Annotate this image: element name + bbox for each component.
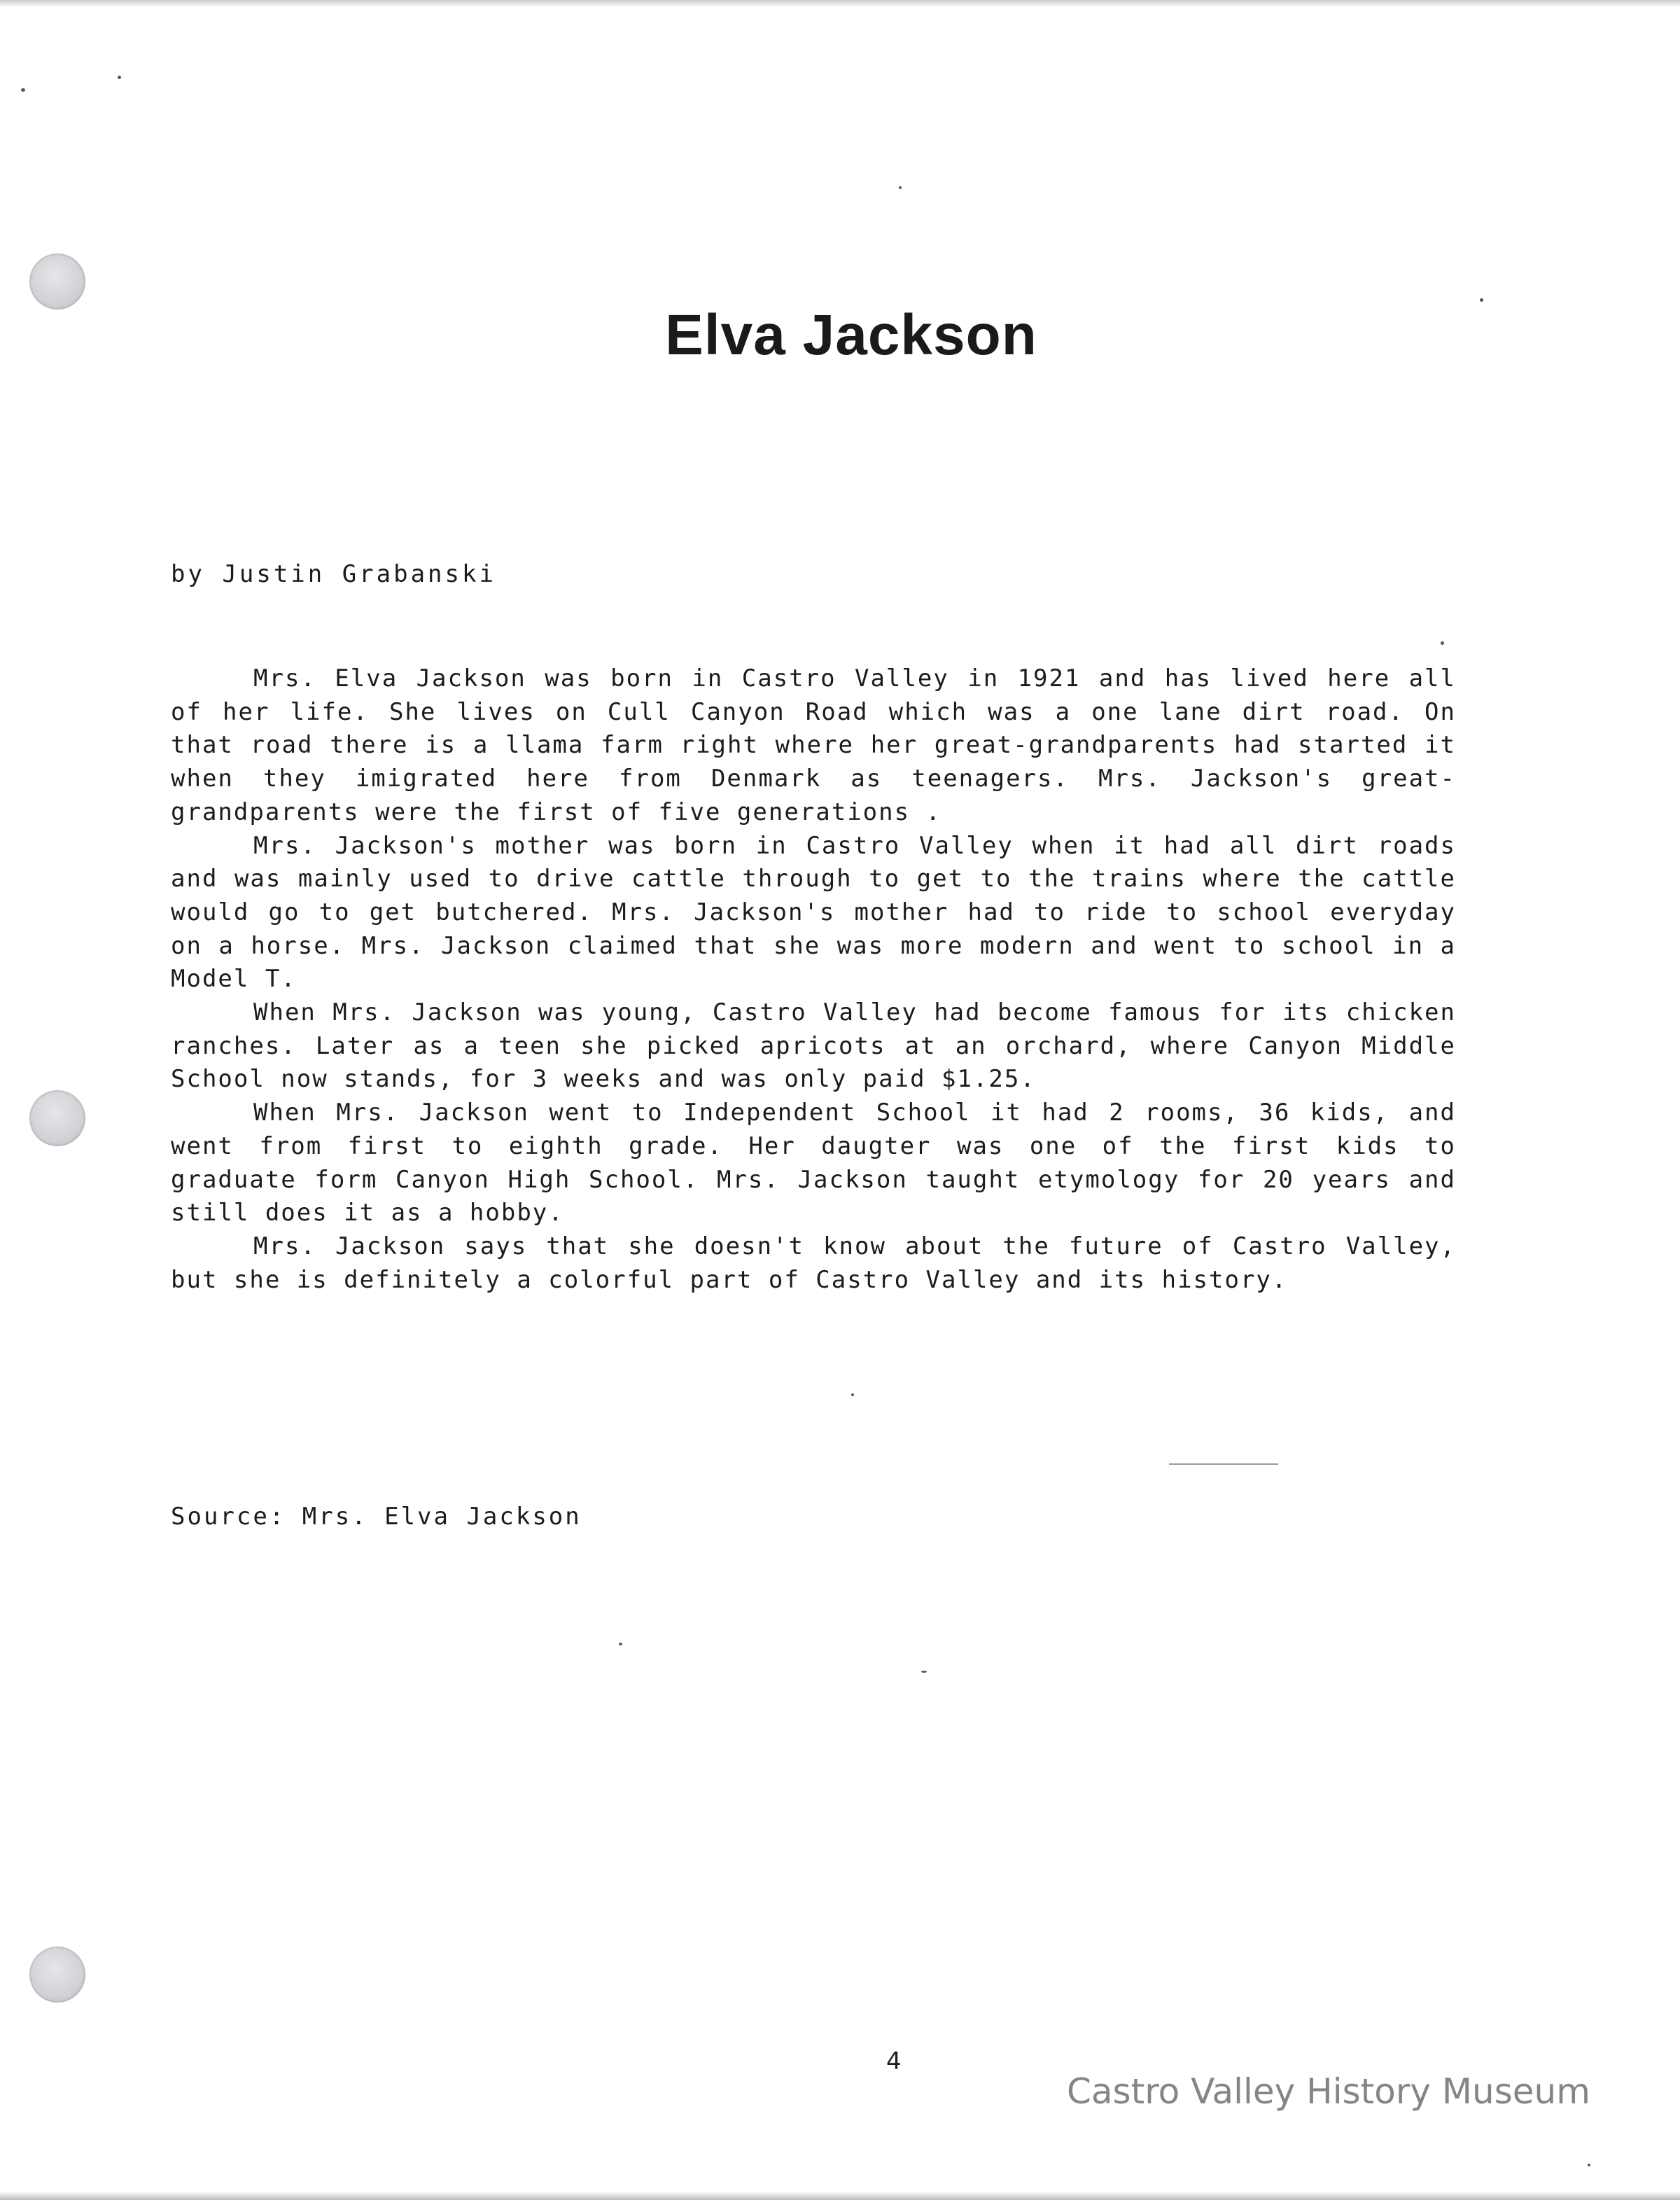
paragraph: Mrs. Jackson's mother was born in Castro Valley when it had all dirt roads and was mainly used to drive cattle through to get to the trains where the cattle would go to get butchered. Mrs. Jackson's mother had to ride to school everyday on a horse. Mrs. Jackson claimed that she was more modern and went to school in a Model T. bbox=[171, 831, 1456, 994]
scan-speck bbox=[1441, 641, 1444, 645]
paragraph: When Mrs. Jackson went to Independent School it had 2 rooms, 36 kids, and went from first to eighth grade. Her daugter was one of the first kids to graduate form Canyon High School. Mrs. Jackson taught etymology for 20 years and still does it as a hobby. bbox=[171, 1099, 1456, 1227]
paragraph: When Mrs. Jackson was young, Castro Valley had become famous for its chicken ranches. Later as a teen she picked apricots at an orchard, where Canyon Middle School now stands, for 3 weeks and was only paid $1.25. bbox=[171, 998, 1456, 1094]
paragraph: Mrs. Elva Jackson was born in Castro Valley in 1921 and has lived here all of her life. She lives on Cull Canyon Road which was a one lane dirt road. On that road there is a llama farm right where her great-grandparents had started it when they imigrated here from Denmark as teenagers. Mrs. Jackson's great-grandparents were the first of five generations . bbox=[171, 664, 1456, 826]
punch-hole-top bbox=[29, 253, 85, 309]
scan-speck bbox=[851, 1393, 854, 1396]
punch-hole-middle bbox=[29, 1090, 85, 1146]
scan-speck bbox=[21, 88, 25, 92]
scan-speck bbox=[619, 1643, 622, 1645]
scan-speck bbox=[1588, 2164, 1590, 2166]
scan-bottom-edge bbox=[0, 2192, 1680, 2200]
scan-speck bbox=[1480, 298, 1483, 302]
paragraph: Mrs. Jackson says that she doesn't know about the future of Castro Valley, but she is definitely a colorful part of Castro Valley and its history. bbox=[171, 1232, 1456, 1294]
punch-hole-bottom bbox=[29, 1947, 85, 2003]
page-title: Elva Jackson bbox=[665, 303, 1037, 367]
author-byline: by Justin Grabanski bbox=[171, 560, 496, 588]
source-line: Source: Mrs. Elva Jackson bbox=[171, 1503, 582, 1531]
scan-top-edge bbox=[0, 0, 1680, 7]
scan-speck bbox=[921, 1671, 927, 1673]
scan-speck bbox=[899, 186, 902, 189]
scan-speck bbox=[118, 76, 121, 79]
museum-watermark: Castro Valley History Museum bbox=[1067, 2071, 1590, 2112]
article-body bbox=[171, 662, 1456, 1297]
stray-pen-mark bbox=[1169, 1463, 1278, 1465]
page-number: 4 bbox=[886, 2047, 902, 2075]
